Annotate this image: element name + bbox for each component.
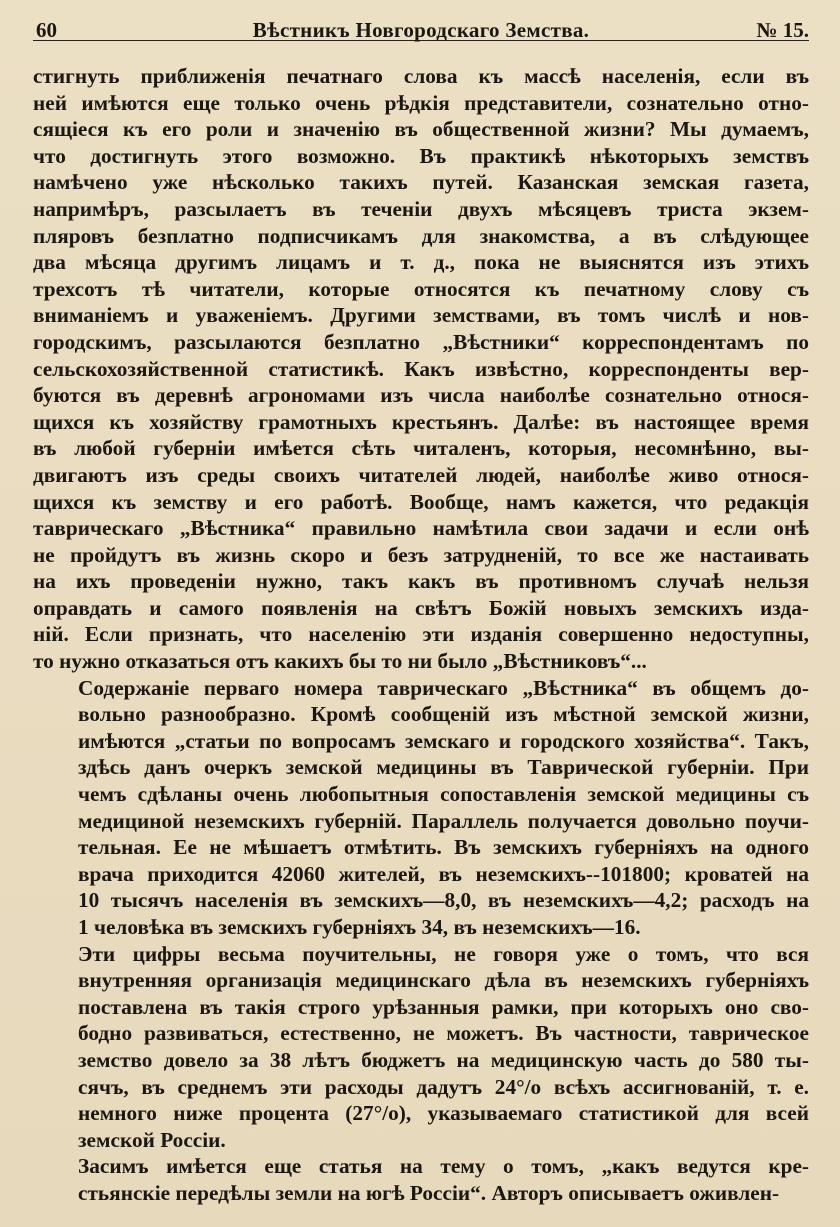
text-line: щихся къ хозяйству грамотныхъ крестьянъ. Далѣе: въ настоящее время — [33, 409, 809, 434]
text-line: немного ниже процента (27°/о), указываемаго статистикой для всей — [78, 1101, 809, 1126]
text-line: тельная. Ее не мѣшаетъ отмѣтить. Въ земскихъ губерніяхъ на одного — [78, 835, 809, 860]
text-line: пляровъ безплатно подписчикамъ для знакомства, а въ слѣдующее — [33, 223, 809, 248]
text-line: въ любой губерніи имѣется сѣть читаленъ, которыя, несомнѣнно, вы- — [33, 436, 809, 461]
text-line: ній. Если признать, что населенію эти изданія совершенно недоступны, — [33, 622, 809, 647]
text-line: поставлена въ такія строго урѣзанныя рамки, при которыхъ оно сво- — [78, 994, 809, 1019]
text-line: земской Россіи. — [78, 1127, 226, 1152]
text-line: не пройдутъ въ жизнь скоро и безъ затрудненій, то все же настаивать — [33, 542, 809, 567]
text-line: Засимъ имѣется еще статья на тему о томъ, „какъ ведутся кре- — [78, 1154, 809, 1179]
text-line: земство довело за 38 лѣтъ бюджетъ на медицинскую часть до 580 ты- — [78, 1047, 809, 1072]
text-line: что достигнуть этого возможно. Въ практикѣ нѣкоторыхъ земствъ — [33, 143, 809, 168]
text-line: сельскохозяйственной статистикѣ. Какъ извѣстно, корреспонденты вер- — [33, 356, 809, 381]
paragraph — [33, 941, 809, 1154]
text-line: то нужно отказаться отъ какихъ бы то ни было „Вѣстниковъ“... — [33, 649, 647, 674]
text-line: вольно разнообразно. Кромѣ сообщеній изъ мѣстной земской жизни, — [78, 702, 809, 727]
text-line: 10 тысячъ населенія въ земскихъ—8,0, въ неземскихъ—4,2; расходъ на — [78, 888, 809, 913]
page-number: 60 — [36, 18, 57, 42]
text-line: оправдать и самого появленія на свѣтъ Божій новыхъ земскихъ изда- — [33, 595, 809, 620]
text-line: внутренняя организація медицинскаго дѣла въ неземскихъ губерніяхъ — [78, 968, 809, 993]
text-line: сящіеся къ его роли и значенію въ общественной жизни? Мы думаемъ, — [33, 117, 809, 142]
text-line: имѣются „статьи по вопросамъ земскаго и городского хозяйства“. Такъ, — [78, 728, 809, 753]
text-line: здѣсь данъ очеркъ земской медицины въ Таврической губерніи. При — [78, 755, 809, 780]
text-line: 1 человѣка въ земскихъ губерніяхъ 34, въ неземскихъ—16. — [78, 915, 641, 939]
text-line: два мѣсяца другимъ лицамъ и т. д., пока не выяснятся изъ этихъ — [33, 250, 809, 275]
text-line: вниманіемъ и уваженіемъ. Другими земствами, въ томъ числѣ и нов- — [33, 303, 809, 328]
text-line: буются въ деревнѣ агрономами изъ числа наиболѣе сознательно относя- — [33, 383, 809, 408]
text-line: щихся къ земству и его работѣ. Вообще, намъ кажется, что редакція — [33, 489, 809, 514]
text-line: стигнуть приближенія печатнаго слова къ массѣ населенія, если въ — [33, 64, 809, 88]
text-line: медициной неземскихъ губерній. Параллель получается довольно поучи- — [78, 808, 809, 833]
text-line: бодно развиваться, естественно, не можетъ. Въ частности, таврическое — [78, 1021, 809, 1046]
text-line: сячъ, въ среднемъ эти расходы дадутъ 24°/о всѣхъ ассигнованій, т. е. — [78, 1074, 809, 1099]
article-body — [33, 63, 809, 1207]
text-line: на ихъ проведеніи нужно, такъ какъ въ противномъ случаѣ нельзя — [33, 569, 809, 594]
paragraph — [33, 63, 809, 675]
text-line: намѣчено уже нѣсколько такихъ путей. Казанская земская газета, — [33, 170, 809, 195]
text-line: ней имѣются еще только очень рѣдкія представители, сознательно отно- — [33, 90, 809, 115]
paragraph — [33, 1153, 809, 1206]
text-line: Эти цифры весьма поучительны, не говоря уже о томъ, что вся — [78, 941, 809, 966]
text-line: стьянскіе передѣлы земли на югѣ Россіи“. Авторъ описываетъ оживлен- — [78, 1180, 780, 1205]
journal-title: Вѣстникъ Новгородскаго Земства. — [252, 18, 590, 42]
text-line: Содержаніе перваго номера таврическаго „Вѣстника“ въ общемъ до- — [78, 675, 809, 700]
paragraph — [33, 675, 809, 941]
text-line: чемъ сдѣланы очень любопытныя сопоставленія земской медицины съ — [78, 782, 809, 807]
issue-number: № 15. — [756, 18, 809, 42]
text-line: трехсотъ тѣ читатели, которые относятся къ печатному слову съ — [33, 276, 809, 301]
text-line: двигаютъ изъ среды своихъ читателей людей, наиболѣе живо относя- — [33, 462, 809, 487]
text-line: городскимъ, разсылаются безплатно „Вѣстники“ корреспондентамъ по — [33, 329, 809, 354]
text-line: врача приходится 42060 жителей, въ неземскихъ--101800; кроватей на — [78, 861, 809, 886]
text-line: таврическаго „Вѣстника“ правильно намѣтила свои задачи и если онѣ — [33, 516, 809, 541]
text-line: напримѣръ, разсылаетъ въ теченіи двухъ мѣсяцевъ триста экзем- — [33, 196, 809, 221]
page-header — [33, 0, 809, 41]
